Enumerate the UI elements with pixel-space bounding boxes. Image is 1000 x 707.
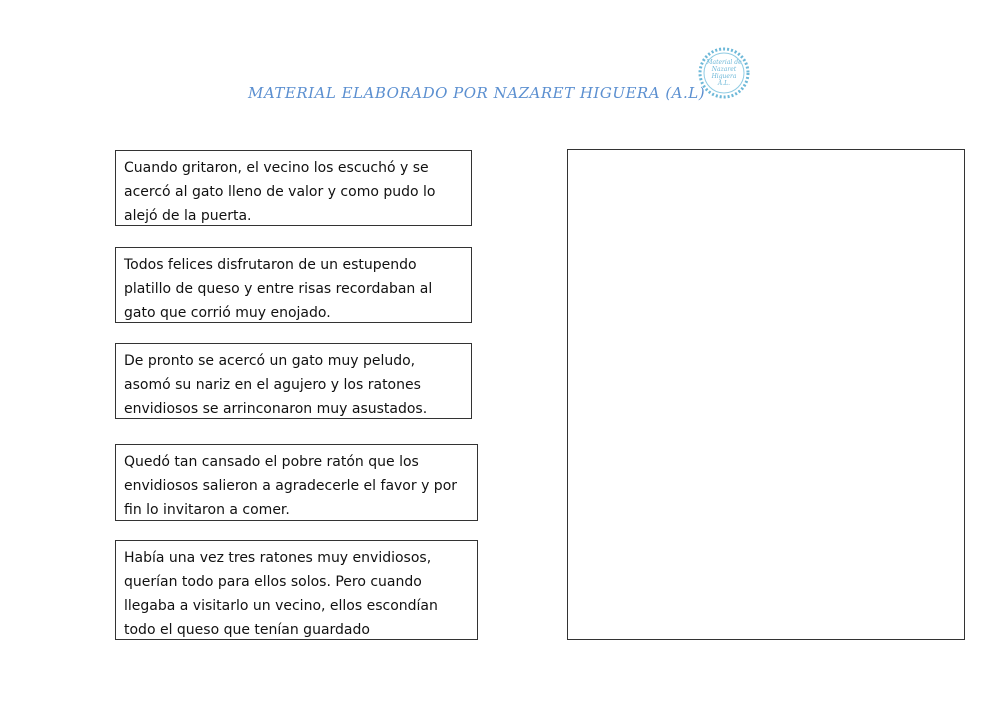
story-card[interactable] (115, 444, 478, 521)
story-card[interactable] (115, 540, 478, 640)
story-card[interactable] (115, 247, 472, 323)
story-card-text: De pronto se acercó un gato muy peludo, asomó su nariz en el agujero y los ratones envidiosos se arrinconaron muy asustados. (124, 353, 428, 417)
story-card-text: Todos felices disfrutaron de un estupendo platillo de queso y entre risas recordaban al gato que corrió muy enojado. (124, 257, 433, 321)
story-card-text: Cuando gritaron, el vecino los escuchó y se acercó al gato lleno de valor y como pudo lo alejó de la puerta. (124, 160, 436, 224)
story-card[interactable] (115, 150, 472, 226)
story-card[interactable] (115, 343, 472, 419)
seal-line: Nazaret (711, 66, 737, 73)
page-title: MATERIAL ELABORADO POR NAZARET HIGUERA (A.L) (248, 84, 706, 102)
author-seal-logo (697, 46, 751, 100)
seal-text (697, 46, 751, 100)
seal-line: A.L. (717, 80, 731, 87)
story-card-text: Quedó tan cansado el pobre ratón que los envidiosos salieron a agradecerle el favor y por fin lo invitaron a comer. (124, 454, 458, 518)
seal-line: Material de (706, 59, 742, 66)
story-card-text: Había una vez tres ratones muy envidiosos, querían todo para ellos solos. Pero cuando llegaba a visitarlo un vecino, ellos escondían todo el queso que tenían guardado (124, 550, 438, 638)
seal-line: Higuera (711, 73, 737, 80)
answer-drop-zone[interactable] (567, 149, 965, 640)
